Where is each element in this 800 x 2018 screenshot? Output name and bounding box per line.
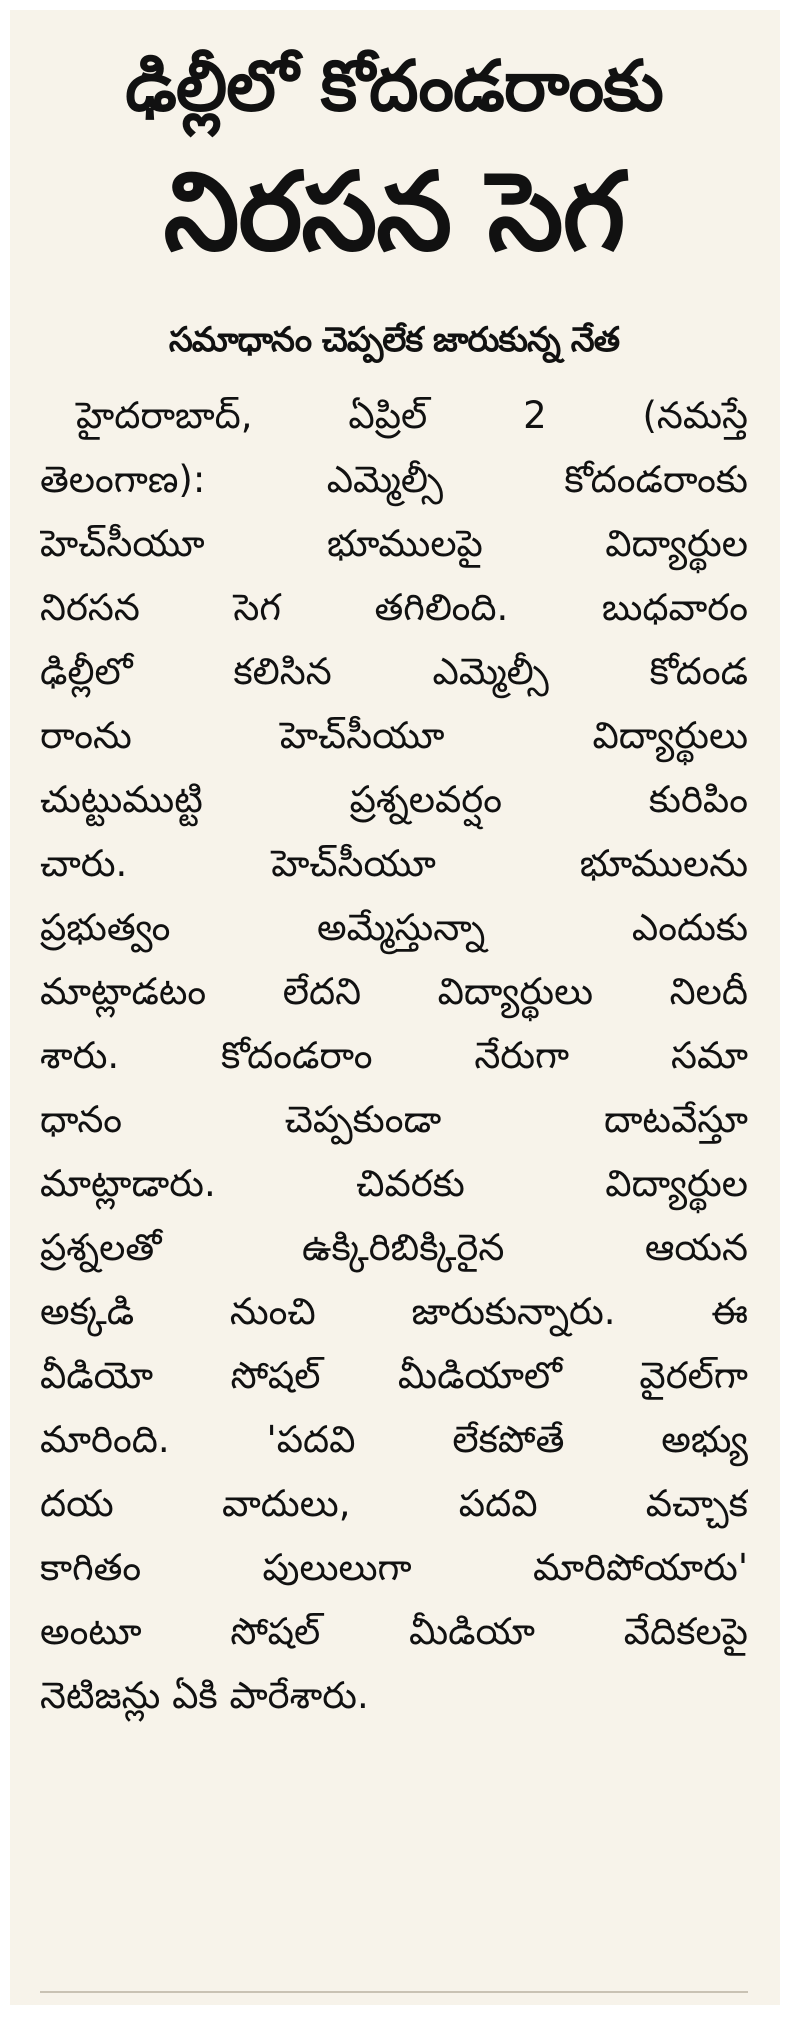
- body-line: ధానం చెప్పకుండా దాటవేస్తూ: [40, 1098, 748, 1141]
- body-line: హెచ్‌సీయూ భూములపై విద్యార్థుల: [40, 522, 748, 565]
- body-line: ప్రశ్నలతో ఉక్కిరిబిక్కిరైన ఆయన: [40, 1226, 748, 1269]
- body-line: వీడియో సోషల్ మీడియాలో వైరల్‌గా: [40, 1354, 748, 1397]
- body-line: హైదరాబాద్, ఏప్రిల్ 2 (నమస్తే: [76, 394, 748, 437]
- body-line: మారింది. 'పదవి లేకపోతే అభ్యు: [40, 1418, 748, 1461]
- headline-line-1: ఢిల్లీలో కోదండరాంకు: [125, 45, 663, 127]
- body-line: రాంను హెచ్‌సీయూ విద్యార్థులు: [40, 714, 748, 757]
- headline-line-2: నిరసన సెగ: [163, 150, 625, 275]
- body-line: మాట్లాడటం లేదని విద్యార్థులు నిలదీ: [40, 970, 748, 1013]
- headline: [40, 34, 748, 288]
- article-body: [40, 384, 748, 1728]
- body-line: శారు. కోదండరాం నేరుగా సమా: [40, 1034, 748, 1077]
- body-line: ప్రభుత్వం అమ్మేస్తున్నా ఎందుకు: [40, 906, 748, 949]
- body-line: తెలంగాణ): ఎమ్మెల్సీ కోదండరాంకు: [40, 458, 748, 501]
- subheadline: సమాధానం చెప్పలేక జారుకున్న నేత: [168, 320, 620, 360]
- body-line: కాగితం పులులుగా మారిపోయారు': [40, 1546, 748, 1589]
- body-line: నిరసన సెగ తగిలింది. బుధవారం: [40, 586, 748, 629]
- bottom-divider: [40, 1991, 748, 1993]
- body-line: మాట్లాడారు. చివరకు విద్యార్థుల: [40, 1162, 748, 1205]
- newspaper-clipping: [10, 10, 780, 2005]
- body-line: నెటిజన్లు ఏకి పారేశారు.: [40, 1674, 369, 1717]
- body-line: చారు. హెచ్‌సీయూ భూములను: [40, 842, 748, 885]
- body-line: చుట్టుముట్టి ప్రశ్నలవర్షం కురిపిం: [40, 778, 748, 821]
- body-line: దయ వాదులు, పదవి వచ్చాక: [40, 1482, 748, 1525]
- body-line: అంటూ సోషల్ మీడియా వేదికలపై: [40, 1610, 748, 1653]
- body-line: ఢిల్లీలో కలిసిన ఎమ్మెల్సీ కోదండ: [40, 650, 748, 693]
- body-line: అక్కడి నుంచి జారుకున్నారు. ఈ: [40, 1290, 748, 1333]
